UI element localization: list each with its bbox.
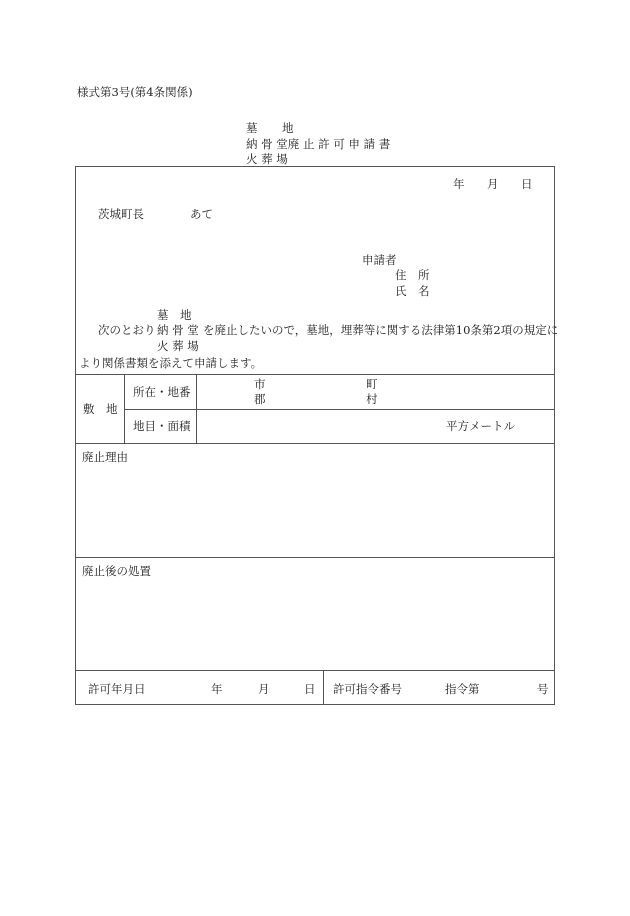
body-text-2: より関係書類を添えて申請します。 xyxy=(79,356,263,370)
divider xyxy=(124,374,125,443)
body-choice-cemetery: 墓 地 xyxy=(157,308,192,322)
reason-label: 廃止理由 xyxy=(82,450,128,464)
permit-number-label: 許可指令番号 xyxy=(333,682,402,696)
body-prefix: 次のとおり xyxy=(98,323,156,337)
permit-date-label: 許可年月日 xyxy=(88,682,146,696)
site-city-label: 市 xyxy=(254,377,266,391)
body-choice-ossuary: 納 骨 堂 xyxy=(157,323,199,337)
site-gun-label: 郡 xyxy=(254,392,266,406)
site-label: 敷 地 xyxy=(83,402,118,416)
date-month-label: 月 xyxy=(487,177,499,191)
date-year-label: 年 xyxy=(453,177,465,191)
applicant-name-label: 氏 名 xyxy=(395,284,430,298)
divider xyxy=(75,374,555,375)
divider xyxy=(323,670,324,705)
divider xyxy=(196,374,197,443)
applicant-label: 申請者 xyxy=(362,253,397,267)
site-location-label: 所在・地番 xyxy=(133,385,191,399)
applicant-address-label: 住 所 xyxy=(395,268,430,282)
permit-number-prefix: 指令第 xyxy=(445,682,480,696)
site-town-label: 町 xyxy=(366,377,378,391)
site-village-label: 村 xyxy=(366,392,378,406)
permit-day-label: 日 xyxy=(304,682,316,696)
title-main-line: 納 骨 堂廃 止 許 可 申 請 書 xyxy=(246,137,391,151)
addressee-suffix: あて xyxy=(190,207,213,221)
divider xyxy=(124,409,555,410)
site-land-label: 地目・面積 xyxy=(133,419,191,433)
permit-number-suffix: 号 xyxy=(537,682,549,696)
form-number: 様式第3号(第4条関係) xyxy=(77,85,193,99)
divider xyxy=(75,443,555,444)
permit-year-label: 年 xyxy=(211,682,223,696)
site-area-unit: 平方メートル xyxy=(446,419,515,433)
divider xyxy=(75,670,555,671)
title-crematorium: 火 葬 場 xyxy=(246,152,288,166)
disposal-field[interactable] xyxy=(76,580,554,669)
permit-month-label: 月 xyxy=(258,682,270,696)
body-text-1: を廃止したいので，墓地，埋葬等に関する法律第10条第2項の規定に xyxy=(203,323,559,337)
reason-field[interactable] xyxy=(76,466,554,556)
date-day-label: 日 xyxy=(521,177,533,191)
title-cemetery-2: 地 xyxy=(282,121,294,135)
addressee-name: 茨城町長 xyxy=(98,207,144,221)
title-cemetery-1: 墓 xyxy=(246,121,258,135)
disposal-label: 廃止後の処置 xyxy=(82,564,151,578)
body-choice-crematorium: 火 葬 場 xyxy=(157,339,199,353)
divider xyxy=(75,557,555,558)
